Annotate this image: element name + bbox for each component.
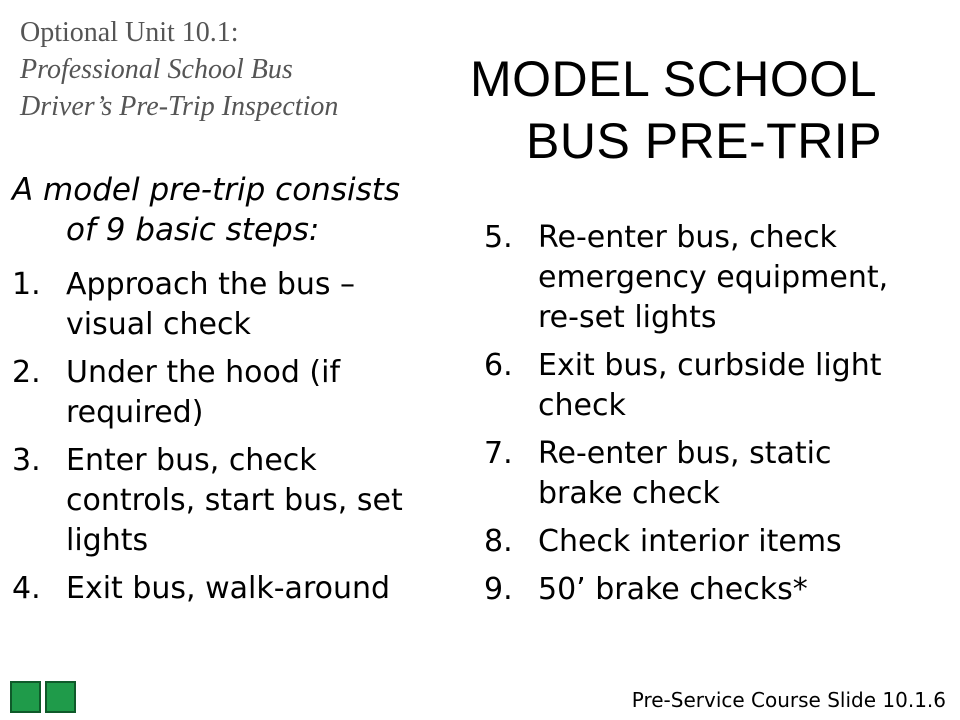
step-item — [484, 218, 944, 338]
next-slide-button[interactable] — [45, 681, 76, 713]
step-item — [12, 353, 447, 433]
step-text-line: emergency equipment, — [538, 260, 889, 295]
step-text-line: Under the hood (if — [66, 355, 341, 390]
unit-header-line2: Professional School Bus — [20, 54, 293, 85]
step-number: 1. — [12, 267, 41, 302]
step-text-line: brake check — [538, 476, 720, 511]
unit-header — [20, 14, 440, 125]
step-text-line: re-set lights — [538, 300, 717, 335]
steps-left-list — [12, 265, 447, 617]
step-text-line: 50’ brake checks* — [538, 572, 808, 607]
step-text-line: visual check — [66, 307, 251, 342]
intro-text — [12, 170, 442, 250]
slide-title — [470, 48, 930, 172]
step-text-line: Exit bus, curbside light — [538, 348, 882, 383]
steps-right-list — [484, 218, 944, 618]
step-text-line: Enter bus, check — [66, 443, 317, 478]
step-item — [484, 346, 944, 426]
step-item — [484, 434, 944, 514]
slide-footer: Pre-Service Course Slide 10.1.6 — [631, 688, 946, 712]
slide-title-line2: BUS PRE-TRIP — [526, 113, 883, 169]
step-number: 7. — [484, 436, 513, 471]
step-text-line: Check interior items — [538, 524, 842, 559]
unit-header-line3: Driver’s Pre-Trip Inspection — [20, 91, 339, 122]
step-number: 2. — [12, 355, 41, 390]
slide-title-line1: MODEL SCHOOL — [470, 51, 878, 107]
step-item — [12, 569, 447, 609]
step-number: 9. — [484, 572, 513, 607]
step-item — [484, 570, 944, 610]
intro-line1: A model pre-trip consists — [12, 172, 401, 208]
step-number: 8. — [484, 524, 513, 559]
step-text-line: lights — [66, 523, 149, 558]
unit-header-line1: Optional Unit 10.1: — [20, 17, 239, 48]
previous-slide-button[interactable] — [10, 681, 41, 713]
step-item — [12, 441, 447, 561]
slide-nav — [10, 681, 76, 713]
step-text-line: Exit bus, walk-around — [66, 571, 391, 606]
step-number: 5. — [484, 220, 513, 255]
step-number: 3. — [12, 443, 41, 478]
step-number: 4. — [12, 571, 41, 606]
step-number: 6. — [484, 348, 513, 383]
step-text-line: Approach the bus – — [66, 267, 356, 302]
step-text-line: Re-enter bus, static — [538, 436, 832, 471]
step-text-line: required) — [66, 395, 204, 430]
intro-line2: of 9 basic steps: — [66, 212, 320, 248]
step-text-line: check — [538, 388, 626, 423]
step-text-line: controls, start bus, set — [66, 483, 403, 518]
step-item — [12, 265, 447, 345]
step-item — [484, 522, 944, 562]
step-text-line: Re-enter bus, check — [538, 220, 837, 255]
